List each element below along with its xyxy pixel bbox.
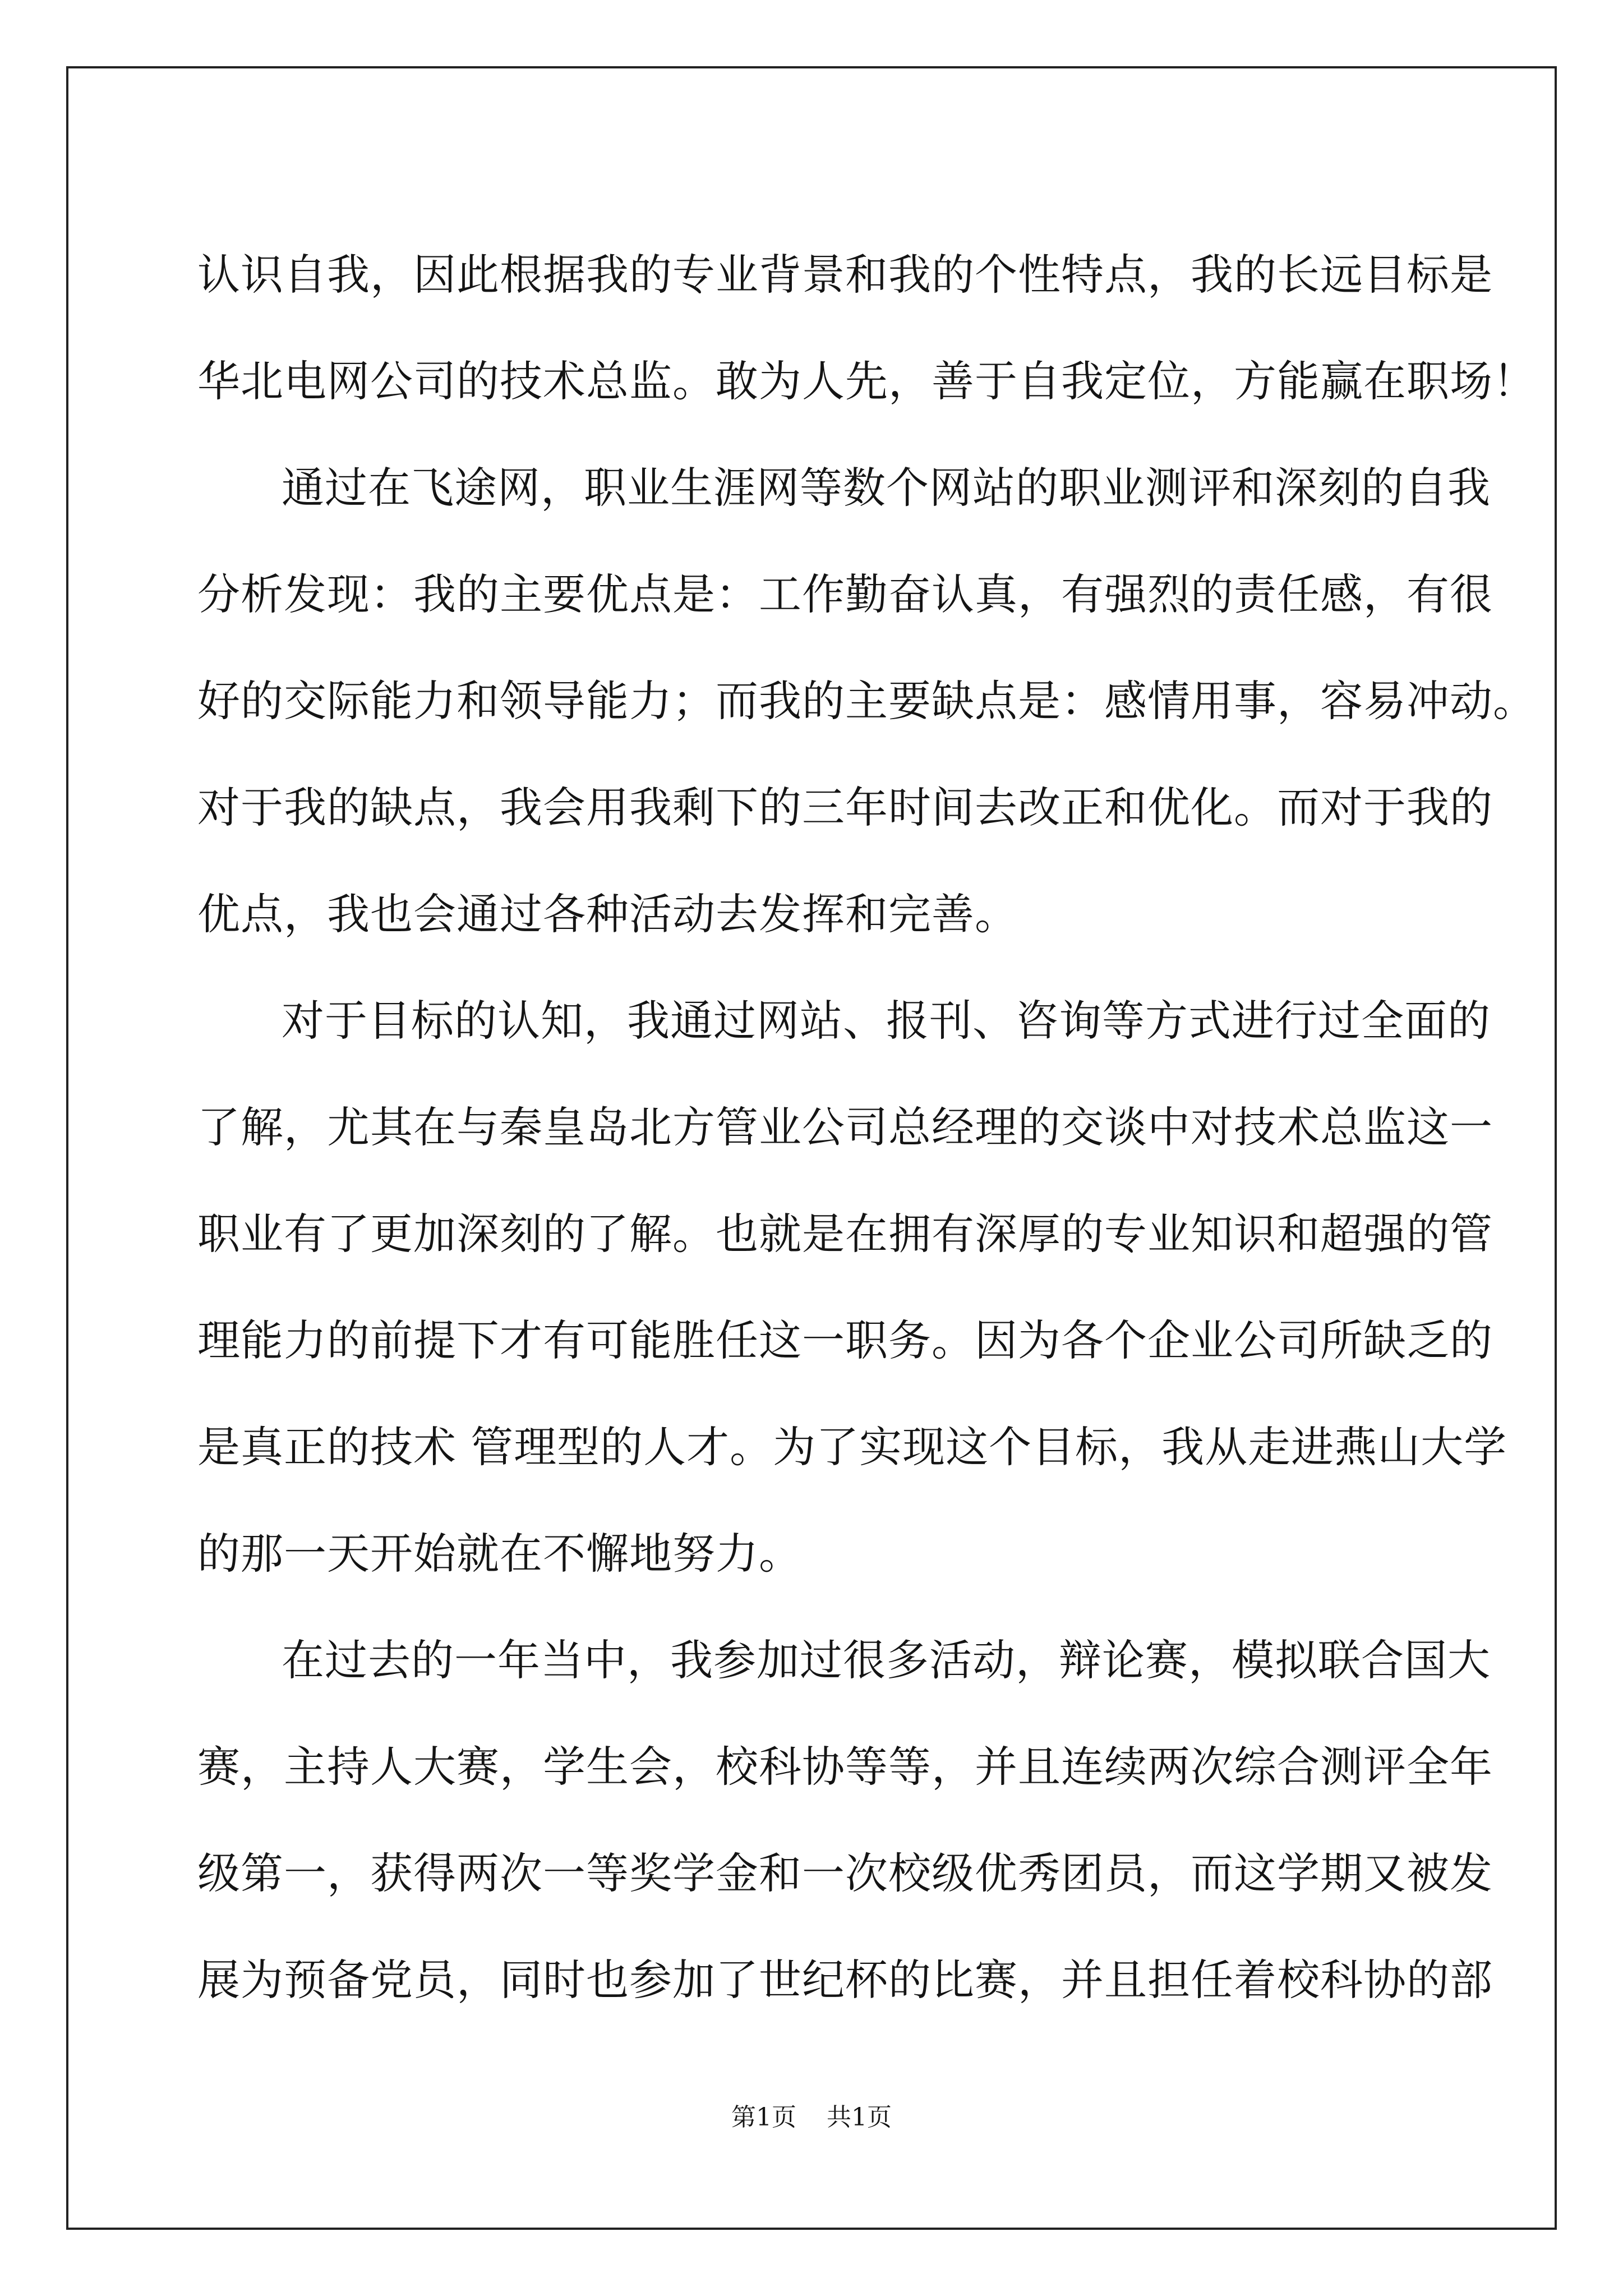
text-line-13: 的那一天开始就在不懈地努力。 (197, 1529, 802, 1579)
text-line-1: 认识自我，因此根据我的专业背景和我的个性特点，我的长远目标是 (197, 250, 1493, 300)
text-line-10: 职业有了更加深刻的了解。也就是在拥有深厚的专业知识和超强的管 (197, 1209, 1493, 1259)
text-line-4: 分析发现：我的主要优点是：工作勤奋认真，有强烈的责任感，有很 (197, 569, 1493, 619)
text-line-6: 对于我的缺点，我会用我剩下的三年时间去改正和优化。而对于我的 (197, 783, 1493, 832)
text-line-7: 优点，我也会通过各种活动去发挥和完善。 (197, 889, 1018, 939)
text-line-8: 对于目标的认知，我通过网站、报刊、咨询等方式进行过全面的 (282, 996, 1491, 1046)
text-line-14: 在过去的一年当中，我参加过很多活动，辩论赛，模拟联合国大 (282, 1635, 1491, 1685)
text-line-16: 级第一，获得两次一等奖学金和一次校级优秀团员，而这学期又被发 (197, 1848, 1493, 1898)
text-line-17: 展为预备党员，同时也参加了世纪杯的比赛，并且担任着校科协的部 (197, 1955, 1493, 2005)
text-line-5: 好的交际能力和领导能力；而我的主要缺点是：感情用事，容易冲动。 (197, 676, 1536, 726)
page-total: 共1页 (827, 2103, 892, 2132)
text-line-3: 通过在飞途网，职业生涯网等数个网站的职业测评和深刻的自我 (282, 463, 1491, 513)
page-footer (0, 2101, 1623, 2134)
text-line-2: 华北电网公司的技术总监。敢为人先，善于自我定位，方能赢在职场！ (197, 356, 1536, 406)
document-body (197, 222, 1536, 2033)
text-line-11: 理能力的前提下才有可能胜任这一职务。因为各个企业公司所缺乏的 (197, 1315, 1493, 1365)
text-line-9: 了解，尤其在与秦皇岛北方管业公司总经理的交谈中对技术总监这一 (197, 1102, 1493, 1152)
page-number: 第1页 (731, 2103, 796, 2132)
text-line-12: 是真正的技术 管理型的人才。为了实现这个目标，我从走进燕山大学 (197, 1422, 1507, 1472)
text-line-15: 赛，主持人大赛，学生会，校科协等等，并且连续两次综合测评全年 (197, 1742, 1493, 1792)
